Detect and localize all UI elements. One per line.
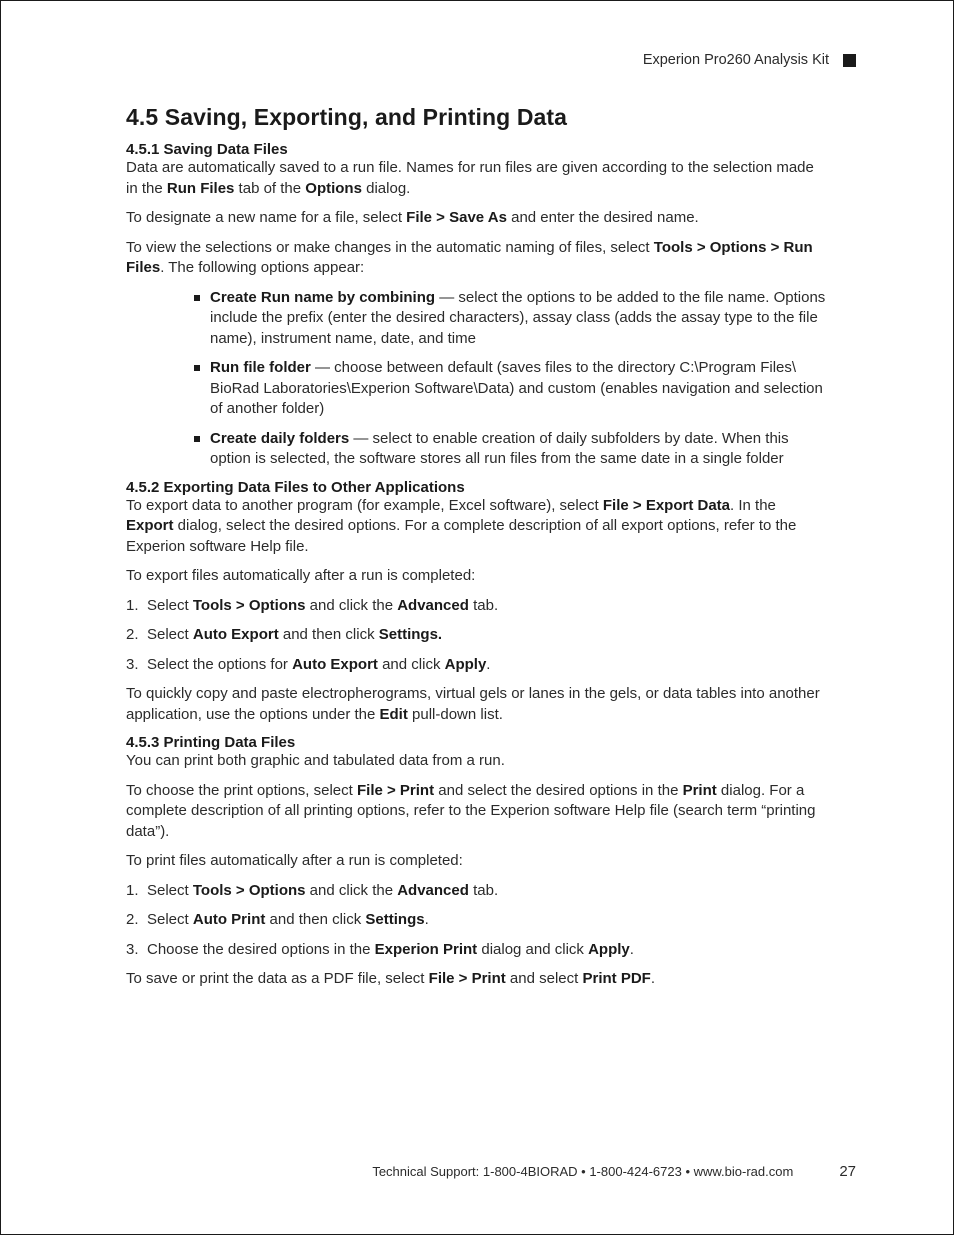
printing-paragraph-2: To choose the print options, select File > Print and select the desired options in the Print dialog. For a complete description of all printing options, refer to the Experion software Help file (search term “printing data”).	[126, 781, 816, 840]
bullet-square-icon	[194, 365, 200, 371]
running-title: Experion Pro260 Analysis Kit	[642, 52, 829, 68]
technical-support-line: Technical Support: 1-800-4BIORAD • 1-800-424-6723 • www.bio-rad.com	[372, 1164, 794, 1179]
running-header	[643, 52, 856, 68]
subsection-heading-printing: 4.5.3 Printing Data Files	[126, 734, 296, 751]
page-content	[126, 104, 826, 999]
export-steps-list	[126, 596, 826, 676]
bullet-square-icon	[194, 436, 200, 442]
list-item: 1. Select Tools > Options and click the Advanced tab.	[126, 881, 499, 899]
section-title: 4.5 Saving, Exporting, and Printing Data	[126, 104, 568, 130]
printing-paragraph-4: To save or print the data as a PDF file, select File > Print and select Print PDF.	[126, 970, 655, 987]
saving-paragraph-3: To view the selections or make changes in the automatic naming of files, select Tools > Options > Run Files. The following options appear:	[126, 238, 813, 276]
header-square-marker	[843, 54, 856, 67]
subsection-heading-exporting: 4.5.2 Exporting Data Files to Other Applications	[126, 478, 465, 496]
page-number: 27	[839, 1163, 856, 1180]
list-item: 2. Select Auto Print and then click Settings.	[126, 911, 429, 928]
page-footer	[372, 1163, 856, 1180]
exporting-paragraph-1: To export data to another program (for example, Excel software), select File > Export Data. In the Export dialog, select the desired options. For a complete description of all export options, refer to the Experion software Help file.	[126, 496, 797, 555]
saving-paragraph-1: Data are automatically saved to a run file. Names for run files are given according to the selection made in the Run Files tab of the Options dialog.	[126, 159, 814, 197]
list-item: Create daily folders — select to enable creation of daily subfolders by date. When this option is selected, the software stores all run files from the same date in a single folder	[194, 429, 826, 470]
subsection-heading-saving: 4.5.1 Saving Data Files	[126, 141, 288, 158]
list-item: 2. Select Auto Export and then click Settings.	[126, 626, 443, 643]
list-item: 3. Select the options for Auto Export and click Apply.	[126, 655, 491, 673]
list-item: Create Run name by combining — select the options to be added to the file name. Options include the prefix (enter the desired characters), assay class (adds the assay type to the file name), instrument name, date, and time	[194, 288, 826, 350]
list-item: 3. Choose the desired options in the Experion Print dialog and click Apply.	[126, 940, 634, 958]
print-steps-list	[126, 881, 826, 961]
printing-paragraph-3: To print files automatically after a run is completed:	[126, 852, 463, 869]
run-file-options-list	[126, 288, 826, 470]
list-item: Run file folder — choose between default (saves files to the directory C:\Program Files\ BioRad Laboratories\Experion Software\Data) and custom (enables navigation and selection of another folder)	[194, 358, 826, 420]
printing-paragraph-1: You can print both graphic and tabulated data from a run.	[126, 752, 505, 769]
list-item: 1. Select Tools > Options and click the Advanced tab.	[126, 596, 499, 614]
exporting-paragraph-3: To quickly copy and paste electropherograms, virtual gels or lanes in the gels, or data tables into another application, use the options under the Edit pull-down list.	[126, 685, 820, 723]
bullet-square-icon	[194, 295, 200, 301]
exporting-paragraph-2: To export files automatically after a run is completed:	[126, 567, 476, 584]
saving-paragraph-2: To designate a new name for a file, select File > Save As and enter the desired name.	[126, 209, 699, 226]
